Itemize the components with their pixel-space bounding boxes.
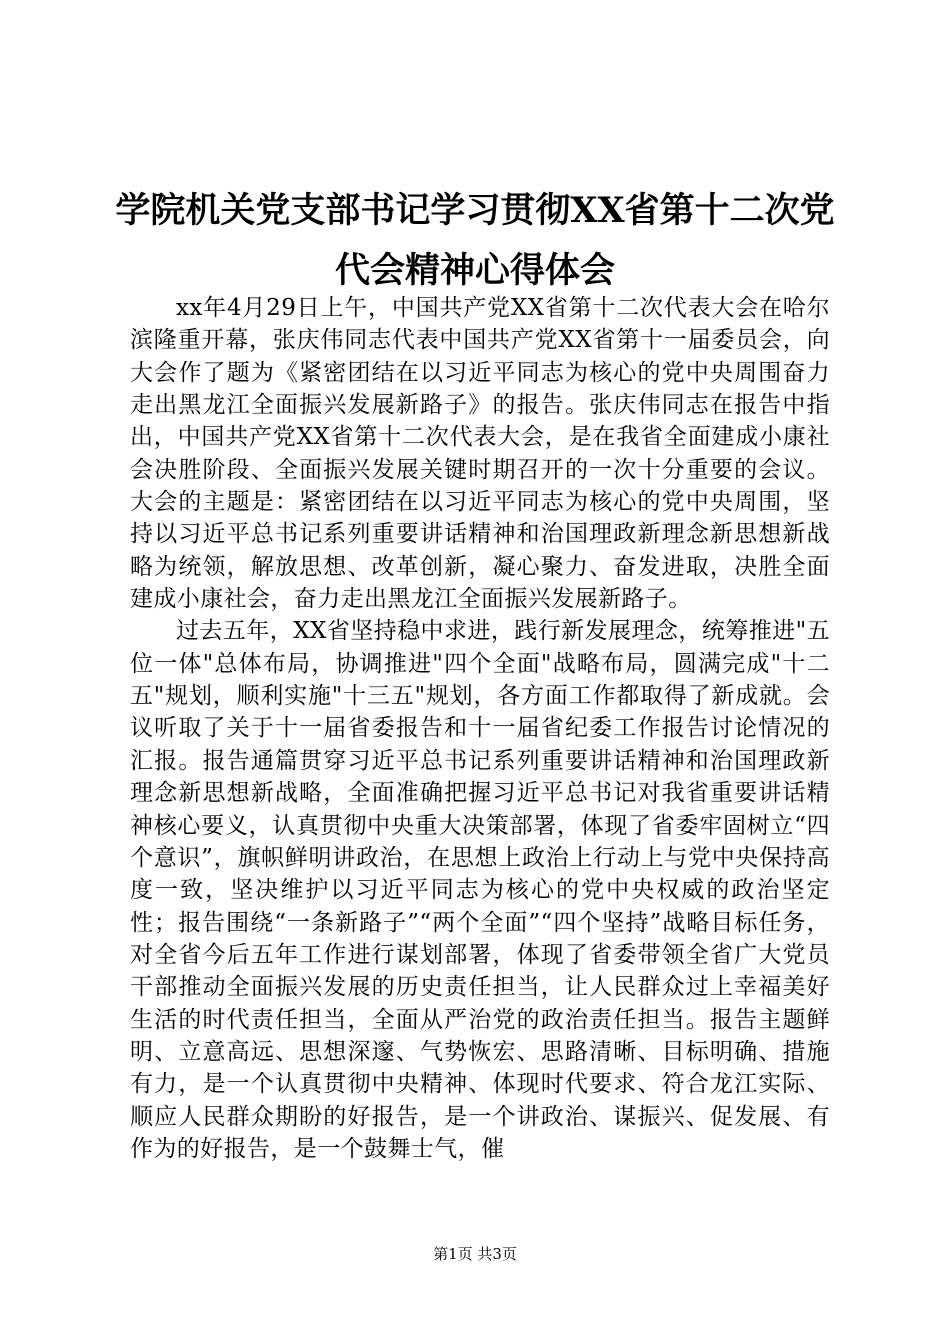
- document-title: 学院机关党支部书记学习贯彻XX省第十二次党代会精神心得体会: [115, 190, 835, 291]
- document-body: [130, 292, 830, 1165]
- page-footer: 第1页 共3页: [433, 1245, 517, 1263]
- paragraph-2: 过去五年，XX省坚持稳中求进，践行新发展理念，统筹推进"五位一体"总体布局，协调推进"四个全面"战略布局，圆满完成"十二五"规划，顺利实施"十三五"规划，各方面工作都取得了新成就。会议听取了关于十一届省委报告和十一届省纪委工作报告讨论情况的汇报。报告通篇贯穿习近平总书记系列重要讲话精神和治国理政新理念新思想新战略，全面准确把握习近平总书记对我省重要讲话精神核心要义，认真贯彻中央重大决策部署，体现了省委牢固树立“四个意识”，旗帜鲜明讲政治，在思想上政治上行动上与党中央保持高度一致，坚决维护以习近平同志为核心的党中央权威的政治坚定性；报告围绕“一条新路子”“两个全面”“四个坚持”战略目标任务，对全省今后五年工作进行谋划部署，体现了省委带领全省广大党员干部推动全面振兴发展的历史责任担当，让人民群众过上幸福美好生活的时代责任担当，全面从严治党的政治责任担当。报告主题鲜明、立意高远、思想深邃、气势恢宏、思路清晰、目标明确、措施有力，是一个认真贯彻中央精神、体现时代要求、符合龙江实际、顺应人民群众期盼的好报告，是一个讲政治、谋振兴、促发展、有作为的好报告，是一个鼓舞士气，催: [130, 618, 830, 1162]
- paragraph-1: xx年4月29日上午，中国共产党XX省第十二次代表大会在哈尔滨隆重开幕，张庆伟同志代表中国共产党XX省第十一届委员会，向大会作了题为《紧密团结在以习近平同志为核心的党中央周围奋力走出黑龙江全面振兴发展新路子》的报告。张庆伟同志在报告中指出，中国共产党XX省第十二次代表大会，是在我省全面建成小康社会决胜阶段、全面振兴发展关键时期召开的一次十分重要的会议。大会的主题是：紧密团结在以习近平同志为核心的党中央周围，坚持以习近平总书记系列重要讲话精神和治国理政新理念新思想新战略为统领，解放思想、改革创新，凝心聚力、奋发进取，决胜全面建成小康社会，奋力走出黑龙江全面振兴发展新路子。: [130, 295, 830, 613]
